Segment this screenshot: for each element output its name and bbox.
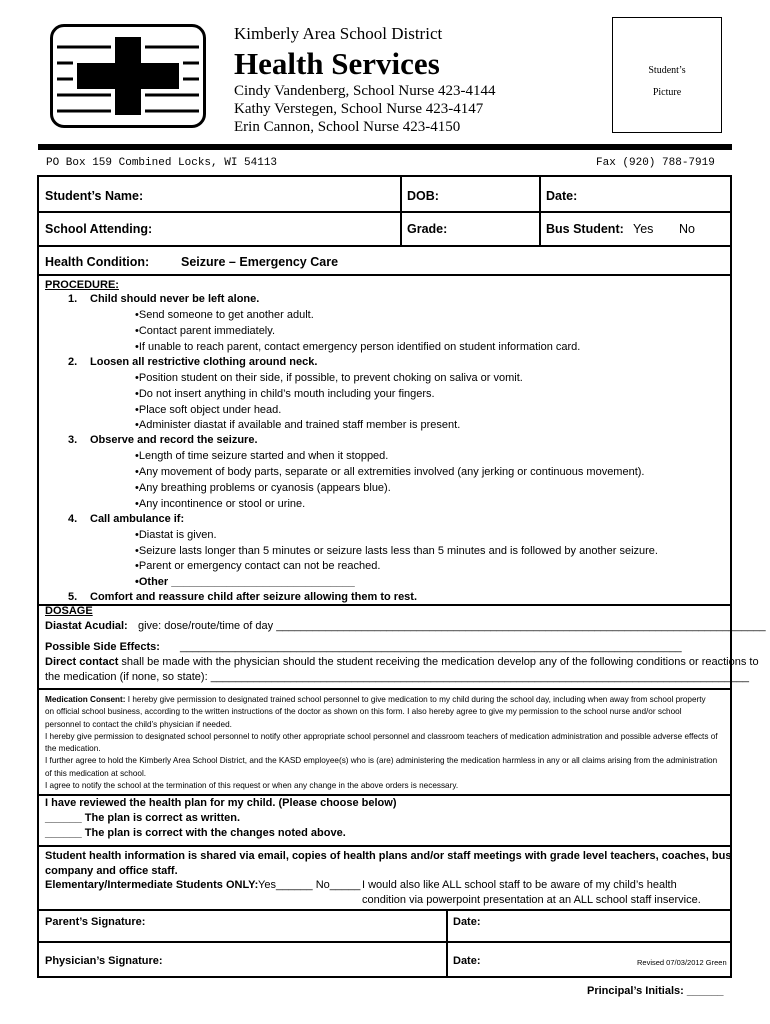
procedure-heading: PROCEDURE: (45, 279, 119, 291)
student-name-field[interactable]: Student’s Name: (45, 189, 144, 203)
physician-date-field[interactable]: Date: (453, 955, 481, 967)
page-title: Health Services (234, 46, 440, 81)
step-title: Comfort and reassure child after seizure allowing them to rest. (90, 591, 418, 603)
step-bullet: •Diastat is given. (135, 529, 217, 541)
step-bullet: •Administer diastat if available and trained staff member is present. (135, 419, 461, 431)
step-bullet: •Parent or emergency contact can not be reached. (135, 560, 381, 572)
fax: Fax (920) 788-7919 (596, 157, 715, 169)
consent-line: I further agree to hold the Kimberly Area School District, and the KASD employee(s) who is (are) administering the medication harmless in any or all claims arising from the administration (45, 756, 718, 766)
direct-contact-text: Direct contact shall be made with the physician should the student receiving the medication develop any of the following conditions or reactions to (45, 656, 759, 668)
divider (37, 688, 732, 690)
divider (37, 245, 732, 247)
step-bullet: •Length of time seizure started and when it stopped. (135, 450, 389, 462)
elementary-text: condition via powerpoint presentation at an ALL school staff inservice. (362, 894, 701, 906)
side-effects-field[interactable]: __________________________________________________________________________________ (180, 641, 682, 653)
plan-changes-option[interactable]: ______ The plan is correct with the changes noted above. (45, 827, 346, 839)
step-bullet: •Contact parent immediately. (135, 325, 275, 337)
elementary-label: Elementary/Intermediate Students ONLY: (45, 879, 259, 891)
step-bullet: •If unable to reach parent, contact emergency person identified on student information card. (135, 341, 581, 353)
step-number: 1. (68, 293, 78, 305)
cross-icon (53, 27, 203, 125)
divider (37, 274, 732, 276)
health-cross-logo (50, 24, 206, 128)
photo-label: Student’s (648, 65, 686, 76)
bus-yes-option[interactable]: Yes (633, 222, 654, 236)
step-number: 2. (68, 356, 78, 368)
step-bullet: •Any movement of body parts, separate or all extremities involved (any jerking or continuous movement). (135, 466, 645, 478)
consent-line: personnel to contact the child’s physician if needed. (45, 719, 232, 729)
consent-line: I hereby give permission to designated school personnel to notify other appropriate school personnel and classroom teachers of medication administration and possible adverse effects of (45, 731, 718, 741)
medication-consent: Medication Consent: I hereby give permission to designated trained school personnel to give medication to my child during the school day, including when away from school property on official school business, according to the written instructions of the doctor as shown on this form. I also hereby agree to give my permission to the school nurse and/or school personnel to contact the child’s physician if needed. I hereby give permission to designated school personnel to notify other appropriate school personnel and classroom teachers of medication administration and possible adverse effects of the medication. I further agree to hold the Kimberly Area School District, and the KASD employee(s) who is (are) administering the medication harmless in any or all claims arising from the administration of this medication at school. I agree to notify the school at the termination of this request or when any change in the above orders is necessary. (45, 694, 729, 792)
nurse-contact: Cindy Vandenberg, School Nurse 423-4144 (234, 83, 496, 99)
address: PO Box 159 Combined Locks, WI 54113 (46, 157, 278, 169)
student-picture-box (612, 17, 722, 133)
parent-date-field[interactable]: Date: (453, 916, 481, 928)
step-title: Observe and record the seizure. (90, 434, 258, 446)
other-field[interactable]: •Other ______________________________ (135, 576, 355, 588)
step-bullet: •Any breathing problems or cyanosis (appears blue). (135, 482, 391, 494)
grade-field[interactable]: Grade: (407, 222, 448, 236)
district-name: Kimberly Area School District (234, 24, 443, 43)
sharing-notice: company and office staff. (45, 865, 178, 877)
reactions-field[interactable]: the medication (if none, so state): ________________________________________________________________________________________ (45, 671, 750, 683)
bus-student-label: Bus Student: (546, 222, 624, 236)
nurse-contact: Erin Cannon, School Nurse 423-4150 (234, 119, 461, 135)
sharing-notice: Student health information is shared via email, copies of health plans and/or staff meetings with grade level teachers, coaches, bus (45, 850, 732, 862)
consent-line: of this medication at school. (45, 768, 147, 778)
divider (37, 941, 732, 943)
nurse-contact: Kathy Verstegen, School Nurse 423-4147 (234, 101, 484, 117)
side-effects-label: Possible Side Effects: (45, 641, 160, 653)
review-heading: I have reviewed the health plan for my child. (Please choose below) (45, 797, 397, 809)
consent-line: I agree to notify the school at the termination of this request or when any change in the above orders is necessary. (45, 781, 459, 791)
consent-label: Medication Consent: (45, 695, 126, 704)
parent-signature-field[interactable]: Parent’s Signature: (45, 916, 146, 928)
divider (37, 909, 732, 911)
dob-field[interactable]: DOB: (407, 189, 439, 203)
divider (37, 845, 732, 847)
photo-label: Picture (652, 87, 682, 98)
consent-line: on official school business, according to the written instructions of the doctor as shown on this form. I also hereby agree to give my permission to the school nurse and/or school (45, 707, 682, 717)
divider (37, 794, 732, 796)
direct-contact-label: Direct contact (45, 656, 119, 668)
health-condition-value: Seizure – Emergency Care (181, 255, 339, 269)
school-field[interactable]: School Attending: (45, 222, 153, 236)
divider (400, 175, 402, 246)
health-condition-label: Health Condition: (45, 255, 150, 269)
divider (539, 175, 541, 246)
step-bullet: •Seizure lasts longer than 5 minutes or seizure lasts less than 5 minutes and is followed by another seizure. (135, 545, 658, 557)
step-bullet: •Place soft object under head. (135, 404, 282, 416)
step-bullet: •Any incontinence or stool or urine. (135, 498, 306, 510)
divider (446, 909, 448, 978)
header-divider (38, 144, 732, 150)
dosage-heading: DOSAGE (45, 605, 93, 617)
consent-line: the medication. (45, 744, 101, 754)
elementary-text: I would also like ALL school staff to be aware of my child’s health (362, 879, 677, 891)
principal-initials-field[interactable]: Principal’s Initials: ______ (587, 985, 724, 997)
step-title: Child should never be left alone. (90, 293, 260, 305)
step-number: 4. (68, 513, 78, 525)
physician-signature-field[interactable]: Physician’s Signature: (45, 955, 163, 967)
plan-correct-option[interactable]: ______ The plan is correct as written. (45, 812, 241, 824)
step-number: 5. (68, 591, 78, 603)
divider (37, 604, 732, 606)
step-bullet: •Send someone to get another adult. (135, 309, 314, 321)
divider (37, 211, 732, 213)
date-field[interactable]: Date: (546, 189, 578, 203)
step-bullet: •Position student on their side, if possible, to prevent choking on saliva or vomit. (135, 372, 523, 384)
step-title: Call ambulance if: (90, 513, 185, 525)
step-number: 3. (68, 434, 78, 446)
revision-note: Revised 07/03/2012 Green (637, 958, 727, 967)
bus-no-option[interactable]: No (679, 222, 695, 236)
diastat-label: Diastat Acudial: (45, 620, 128, 632)
elementary-choice-field[interactable]: Yes______ No_____ (258, 879, 361, 891)
diastat-dose-field[interactable]: give: dose/route/time of day ________________________________________________________________________________ (138, 620, 766, 632)
step-title: Loosen all restrictive clothing around neck. (90, 356, 318, 368)
step-bullet: •Do not insert anything in child’s mouth including your fingers. (135, 388, 435, 400)
